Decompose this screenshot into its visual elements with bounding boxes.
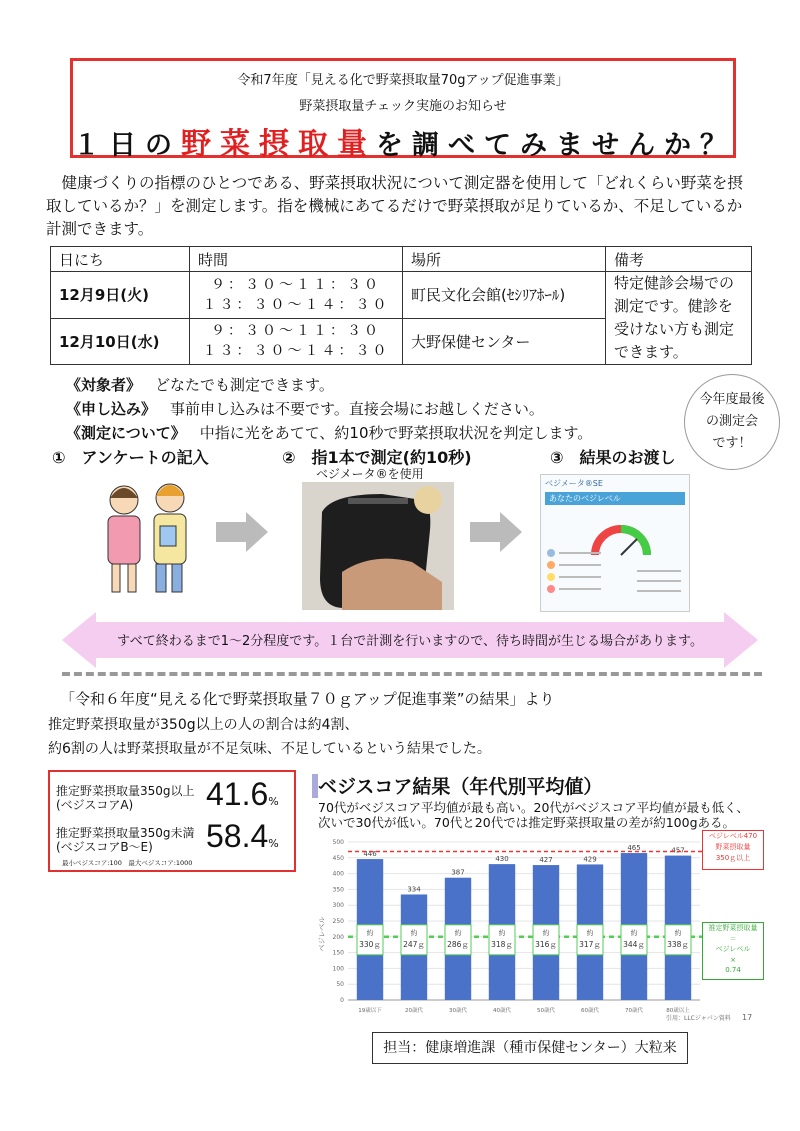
y-tick-label: 300 bbox=[332, 902, 344, 910]
results-title: 「令和６年度“見える化で野菜摂取量７０ｇアップ促進事業”の結果」より bbox=[60, 690, 555, 708]
table-row bbox=[51, 272, 752, 319]
gram-value-label: 330ｇ bbox=[359, 939, 381, 949]
banner-text: すべて終わるまで1～2分程度です。１台で計測を行いますので、待ち時間が生じる場合があります。 bbox=[117, 634, 703, 649]
header-line2: 野菜摂取量チェック実施のお知らせ bbox=[299, 99, 507, 114]
headline-post: を調べてみませんか？ bbox=[376, 130, 736, 161]
stat-b-label2: (ベジスコアB～E) bbox=[56, 840, 153, 854]
step2-label: ② 指1本で測定(約10秒) bbox=[282, 448, 472, 467]
gram-value-label: 247ｇ bbox=[403, 939, 425, 949]
x-tick-label: 60歳代 bbox=[581, 1008, 599, 1014]
x-tick-label: 20歳代 bbox=[405, 1008, 423, 1014]
stat-b-value bbox=[206, 818, 279, 855]
gram-approx-label: 約 bbox=[454, 928, 462, 937]
headline bbox=[73, 119, 736, 163]
info-measure-text: 中指に光をあてて、約10秒で野菜摂取状況を判定します。 bbox=[199, 424, 593, 442]
gram-approx-label: 約 bbox=[498, 928, 506, 937]
table-header-row bbox=[51, 247, 752, 272]
vegescore-chart bbox=[316, 830, 764, 1026]
bar-value-label: 429 bbox=[583, 855, 597, 864]
info-apply-text: 事前申し込みは不要です。直接会場にお越しください。 bbox=[170, 400, 544, 418]
annot-red-box bbox=[702, 830, 764, 870]
row-date: 12月9日(火) bbox=[51, 272, 190, 319]
bar-value-label: 334 bbox=[407, 885, 421, 894]
y-tick-label: 100 bbox=[332, 965, 344, 973]
badge-line1: 今年度最後 bbox=[699, 392, 765, 407]
bar-value-label: 465 bbox=[627, 844, 641, 853]
y-tick-label: 450 bbox=[332, 854, 344, 862]
info-target-label: 《対象者》 bbox=[66, 376, 142, 394]
last-session-badge bbox=[684, 374, 780, 470]
chart-title: ベジスコア結果（年代別平均値） bbox=[318, 776, 603, 798]
headline-red: 野菜摂取量 bbox=[181, 127, 376, 162]
stat-b-label bbox=[56, 826, 195, 854]
result-card bbox=[540, 474, 690, 612]
annot-green-line: ベジレベル bbox=[715, 945, 751, 953]
stats-box bbox=[48, 770, 296, 872]
stat-a-unit: % bbox=[268, 795, 279, 808]
y-tick-label: 500 bbox=[332, 839, 344, 846]
row-note: 特定健診会場での測定です。健診を受けない方も測定できます。 bbox=[606, 272, 752, 365]
x-tick-label: 30歳代 bbox=[449, 1008, 467, 1014]
gram-approx-label: 約 bbox=[630, 928, 638, 937]
y-tick-label: 400 bbox=[332, 870, 344, 878]
step3-label: ③ 結果のお渡し bbox=[550, 448, 676, 467]
bar-value-label: 457 bbox=[671, 846, 685, 855]
intro-text: 健康づくりの指標のひとつである、野菜摂取状況について測定器を使用して「どれくらい野菜を摂取しているか？」を測定します。指を機械にあてるだけで野菜摂取が足りているか、不足しているか計測できます。 bbox=[46, 174, 743, 238]
gram-approx-label: 約 bbox=[586, 928, 594, 937]
gram-value-label: 338ｇ bbox=[667, 939, 689, 949]
header-line1: 令和7年度「見える化で野菜摂取量70gアップ促進事業」 bbox=[237, 73, 569, 88]
stat-b-unit: % bbox=[268, 837, 279, 850]
stat-a-label1: 推定野菜摂取量350g以上 bbox=[56, 784, 195, 798]
x-tick-label: 40歳代 bbox=[493, 1008, 511, 1014]
result-card-brand: ベジメータ®SE bbox=[545, 479, 603, 488]
chart-description: 70代がベジスコア平均値が最も高い。20代がベジスコア平均値が最も低く、次いで30代が低い。70代と20代では推定野菜摂取量の差が約100gある。 bbox=[318, 800, 749, 830]
badge-line3: です！ bbox=[712, 436, 752, 451]
results-line1: 推定野菜摂取量が350g以上の人の割合は約4割、 bbox=[48, 717, 359, 733]
header-time: 時間 bbox=[190, 247, 403, 272]
annot-green-line: 0.74 bbox=[725, 966, 741, 974]
contact-box: 担当：健康増進課（種市保健センター）大粒来 bbox=[372, 1032, 688, 1064]
x-tick-label: 19歳以下 bbox=[358, 1008, 382, 1014]
annot-red-line: 350ｇ以上 bbox=[715, 854, 751, 862]
stat-footnote: 最小ベジスコア:100 最大ベジスコア:1000 bbox=[62, 859, 193, 867]
arrow-right-icon bbox=[470, 512, 522, 552]
gram-approx-label: 約 bbox=[674, 928, 682, 937]
time-am: ９：３０～１１：３０ bbox=[211, 276, 381, 293]
annot-green-box bbox=[702, 922, 764, 980]
info-measure bbox=[66, 422, 592, 443]
gram-value-label: 317ｇ bbox=[579, 939, 601, 949]
vegemeter-photo bbox=[302, 482, 454, 610]
stat-a-number: 41.6 bbox=[206, 776, 269, 812]
stat-b-label1: 推定野菜摂取量350g未満 bbox=[56, 826, 195, 840]
bar-value-label: 446 bbox=[363, 850, 377, 859]
arrow-right-icon bbox=[216, 512, 268, 552]
x-tick-label: 50歳代 bbox=[537, 1008, 555, 1014]
annot-green-line: ＝ bbox=[729, 934, 737, 943]
info-target-text: どなたでも測定できます。 bbox=[155, 376, 334, 394]
annot-red-line: ベジレベル470 bbox=[708, 832, 758, 840]
people-illustration bbox=[92, 478, 202, 598]
gram-value-label: 318ｇ bbox=[491, 939, 513, 949]
bar-value-label: 427 bbox=[539, 856, 553, 865]
annot-red-line: 野菜摂取量 bbox=[715, 843, 751, 851]
time-am: ９：３０～１１：３０ bbox=[211, 323, 381, 340]
step1-label: ① アンケートの記入 bbox=[52, 448, 209, 467]
time-pm: １３：３０～１４：３０ bbox=[202, 343, 390, 360]
schedule-table bbox=[50, 246, 752, 365]
row-time bbox=[190, 272, 403, 319]
x-tick-label: 80歳以上 bbox=[666, 1008, 690, 1014]
info-measure-label: 《測定について》 bbox=[66, 424, 186, 442]
stat-a-value bbox=[206, 776, 279, 813]
info-apply bbox=[66, 398, 544, 419]
row-place: 大野保健センター bbox=[403, 318, 606, 365]
y-tick-label: 0 bbox=[340, 997, 344, 1004]
x-tick-label: 70歳代 bbox=[625, 1008, 643, 1014]
section-divider bbox=[62, 672, 762, 676]
y-tick-label: 350 bbox=[332, 886, 344, 894]
results-line2: 約6割の人は野菜摂取量が不足気味、不足しているという結果でした。 bbox=[48, 741, 491, 757]
header-box bbox=[70, 58, 736, 162]
annot-green-line: 推定野菜摂取量 bbox=[708, 924, 758, 932]
y-tick-label: 50 bbox=[336, 981, 344, 989]
chart-source: 引用：LLCジャパン資料 bbox=[666, 1015, 731, 1022]
gram-approx-label: 約 bbox=[366, 928, 374, 937]
badge-line2: の測定会 bbox=[705, 414, 758, 429]
chart-page-number: 17 bbox=[742, 1013, 753, 1022]
gauge-icon bbox=[541, 505, 689, 605]
row-time bbox=[190, 318, 403, 365]
step2-sub: ベジメータ®を使用 bbox=[316, 467, 424, 481]
stat-a-label bbox=[56, 784, 195, 812]
y-axis-label: ベジレベル bbox=[318, 916, 326, 952]
gram-value-label: 286ｇ bbox=[447, 939, 469, 949]
y-tick-label: 200 bbox=[332, 933, 344, 941]
time-pm: １３：３０～１４：３０ bbox=[202, 296, 390, 313]
header-date: 日にち bbox=[51, 247, 190, 272]
row-place: 町民文化会館(ｾｼﾘｱﾎｰﾙ) bbox=[403, 272, 606, 319]
y-tick-label: 150 bbox=[332, 949, 344, 957]
result-card-title: あなたのベジレベル bbox=[545, 492, 685, 505]
header-note: 備考 bbox=[606, 247, 752, 272]
stat-a-label2: (ベジスコアA) bbox=[56, 798, 134, 812]
gram-value-label: 316ｇ bbox=[535, 939, 557, 949]
info-apply-label: 《申し込み》 bbox=[66, 400, 157, 418]
stat-b-number: 58.4 bbox=[206, 818, 269, 854]
row-date: 12月10日(水) bbox=[51, 318, 190, 365]
header-place: 場所 bbox=[403, 247, 606, 272]
gram-approx-label: 約 bbox=[542, 928, 550, 937]
annot-green-line: × bbox=[730, 955, 736, 964]
gram-value-label: 344ｇ bbox=[623, 939, 645, 949]
info-target bbox=[66, 374, 334, 395]
gram-approx-label: 約 bbox=[410, 928, 418, 937]
bar-value-label: 387 bbox=[451, 868, 465, 877]
y-tick-label: 250 bbox=[332, 918, 344, 925]
headline-pre: １日の bbox=[73, 130, 181, 161]
bar-value-label: 430 bbox=[495, 855, 509, 864]
